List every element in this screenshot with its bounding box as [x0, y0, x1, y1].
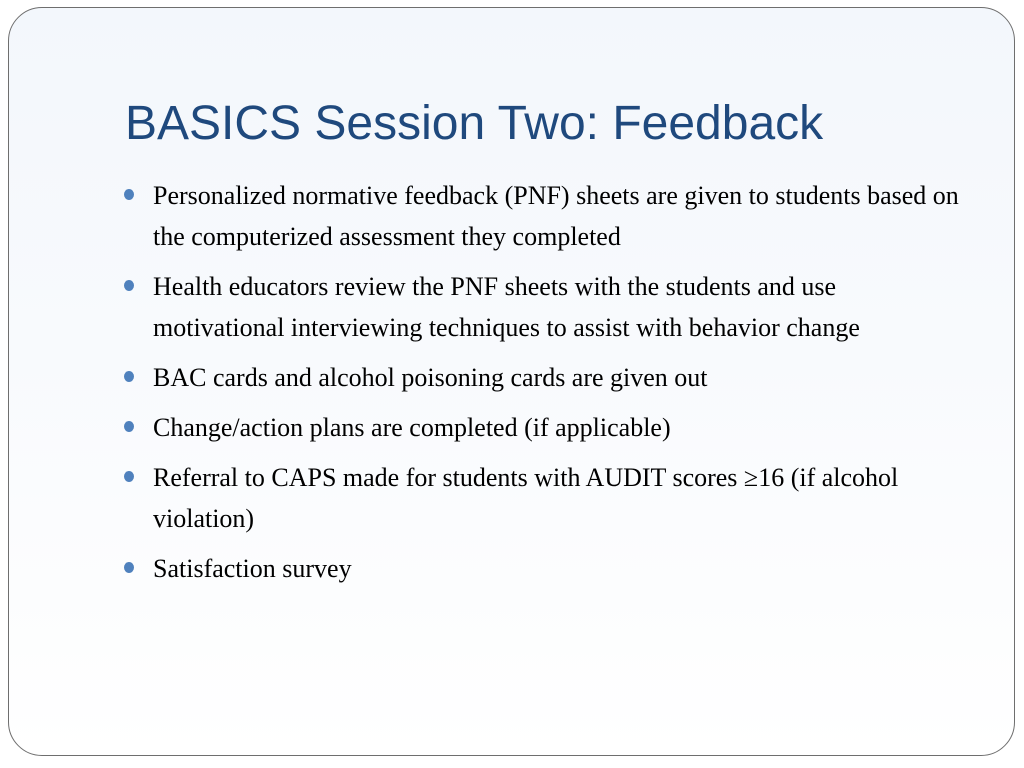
bullet-item: [123, 175, 973, 257]
bullet-text: Referral to CAPS made for students with AUDIT scores ≥16 (if alcohol violation): [153, 463, 899, 533]
bullet-text: Personalized normative feedback (PNF) sheets are given to students based on the computerized assessment they completed: [153, 181, 959, 251]
bullet-text: Satisfaction survey: [153, 554, 352, 583]
bullet-dot-icon: [124, 421, 134, 432]
bullet-item: [123, 407, 973, 448]
bullet-dot-icon: [124, 562, 134, 573]
bullet-item: [123, 548, 973, 589]
bullet-text: Change/action plans are completed (if applicable): [153, 413, 671, 442]
bullet-item: [123, 457, 973, 539]
bullet-item: [123, 266, 973, 348]
slide-title: BASICS Session Two: Feedback: [125, 97, 824, 150]
bullet-dot-icon: [124, 189, 134, 200]
bullet-list: [123, 175, 973, 598]
bullet-dot-icon: [124, 280, 134, 291]
bullet-text: BAC cards and alcohol poisoning cards are given out: [153, 363, 708, 392]
bullet-item: [123, 357, 973, 398]
bullet-dot-icon: [124, 371, 134, 382]
bullet-dot-icon: [124, 471, 134, 482]
slide-frame: [8, 7, 1015, 756]
bullet-text: Health educators review the PNF sheets with the students and use motivational interviewing techniques to assist with behavior change: [153, 272, 860, 342]
